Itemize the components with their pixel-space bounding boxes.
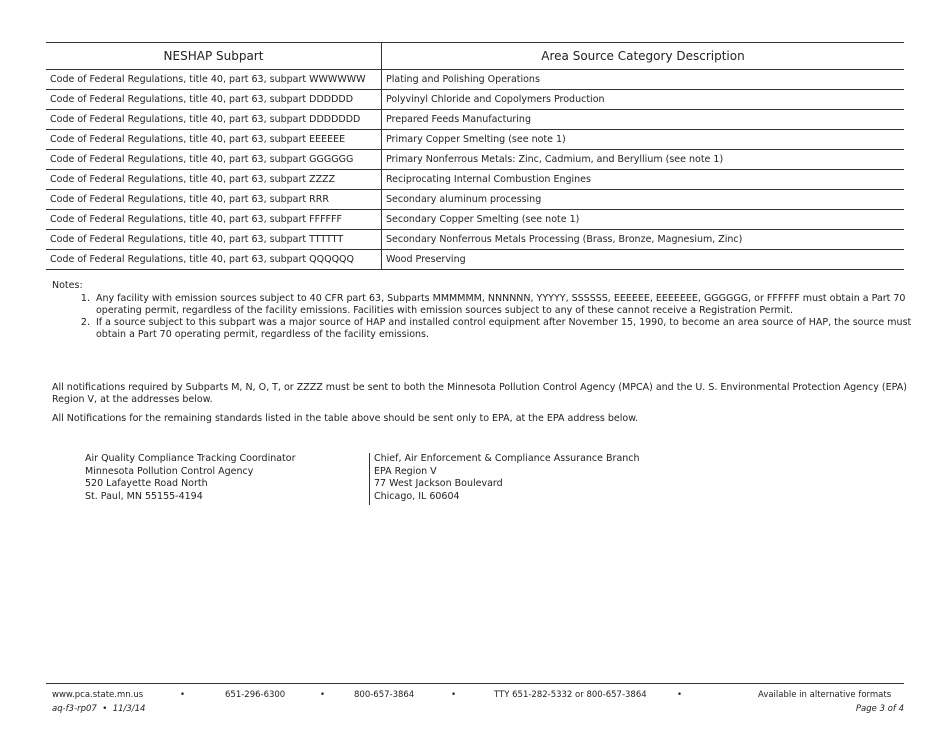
table-row [46,230,904,250]
address-line: 77 West Jackson Boulevard [374,478,503,489]
notes-section [52,280,912,341]
notes-title: Notes: [52,280,83,291]
table-row [46,150,904,170]
address-line: Minnesota Pollution Control Agency [85,465,254,477]
footer-website-link[interactable]: www.pca.state.mn.us [52,690,144,700]
footer-bullet: • [180,690,186,700]
epa-address [369,453,704,505]
subpart-cell: Code of Federal Regulations, title 40, part 63, subpart FFFFFF [46,210,382,230]
subpart-cell: Code of Federal Regulations, title 40, part 63, subpart WWWWWW [46,70,382,90]
category-cell: Secondary aluminum processing [382,190,905,210]
category-cell: Prepared Feeds Manufacturing [382,110,905,130]
footer-bullet: • [320,690,326,700]
notification-epa-only: All Notifications for the remaining standards listed in the table above should be sent only to EPA, at the EPA address below. [52,413,639,424]
subpart-cell: Code of Federal Regulations, title 40, part 63, subpart TTTTTT [46,230,382,250]
category-cell: Wood Preserving [382,250,905,270]
subpart-cell: Code of Federal Regulations, title 40, part 63, subpart DDDDDDD [46,110,382,130]
category-cell: Primary Nonferrous Metals: Zinc, Cadmium, and Beryllium (see note 1) [382,150,905,170]
category-cell: Plating and Polishing Operations [382,70,905,90]
address-line: Air Quality Compliance Tracking Coordinator [85,453,296,464]
footer-bullet: • [677,690,683,700]
table-row [46,250,904,270]
table-row [46,90,904,110]
table-row [46,70,904,90]
category-cell: Reciprocating Internal Combustion Engines [382,170,905,190]
category-cell: Secondary Nonferrous Metals Processing (Brass, Bronze, Magnesium, Zinc) [382,230,905,250]
form-id: aq-f3-rp07 [52,704,97,714]
subpart-cell: Code of Federal Regulations, title 40, part 63, subpart QQQQQQ [46,250,382,270]
address-line: Chicago, IL 60604 [374,490,460,502]
note-item: 1. Any facility with emission sources subject to 40 CFR part 63, Subparts MMMMMM, NNNNNN, YYYYY, SSSSSS, EEEEEE, EEEEEEE, GGGGGG, or FFFFFF must obtain a Part 70 operating permit, regardless of the facility emissions. Facilities with emission sources subject to any of these cannot receive a Registration Permit. [93,293,912,317]
page-number: Page 3 of 4 [855,704,904,714]
notification-both-agencies: All notifications required by Subparts M, N, O, T, or ZZZZ must be sent to both the Minnesota Pollution Control Agency (MPCA) and the U. S. Environmental Protection Agency (EPA) Region V, at the addresses below. [52,382,907,405]
footer-phone: 651-296-6300 [225,690,286,700]
form-date: 11/3/14 [112,704,146,714]
table-row [46,190,904,210]
address-line: Chief, Air Enforcement & Compliance Assurance Branch [374,453,640,464]
form-identifier [52,704,145,714]
form-id-bullet: • [102,704,108,714]
footer-divider [46,683,904,684]
table-header-row [46,43,904,70]
neshap-table [46,42,904,270]
notes-list [52,293,912,341]
table-row [46,110,904,130]
subpart-cell: Code of Federal Regulations, title 40, part 63, subpart RRR [46,190,382,210]
subpart-cell: Code of Federal Regulations, title 40, part 63, subpart DDDDDD [46,90,382,110]
address-line: EPA Region V [374,465,437,477]
address-line: 520 Lafayette Road North [85,478,208,489]
header-neshap-subpart: NESHAP Subpart [46,43,382,70]
subpart-cell: Code of Federal Regulations, title 40, part 63, subpart GGGGGG [46,150,382,170]
footer-tty: TTY 651-282-5332 or 800-657-3864 [494,690,647,700]
category-cell: Polyvinyl Chloride and Copolymers Production [382,90,905,110]
footer-bullet: • [451,690,457,700]
note-item: 2. If a source subject to this subpart was a major source of HAP and installed control equipment after November 15, 1990, to become an area source of HAP, the source must obtain a Part 70 operating permit, regardless of the facility emissions. [93,317,912,341]
category-cell: Secondary Copper Smelting (see note 1) [382,210,905,230]
footer-tollfree: 800-657-3864 [354,690,415,700]
table-row [46,170,904,190]
subpart-cell: Code of Federal Regulations, title 40, part 63, subpart ZZZZ [46,170,382,190]
footer-alt-formats: Available in alternative formats [758,690,892,700]
table-row [46,130,904,150]
subpart-cell: Code of Federal Regulations, title 40, part 63, subpart EEEEEE [46,130,382,150]
category-cell: Primary Copper Smelting (see note 1) [382,130,905,150]
table-row [46,210,904,230]
address-line: St. Paul, MN 55155-4194 [85,490,203,502]
mpca-address [85,453,355,503]
header-area-source-category: Area Source Category Description [382,43,905,70]
